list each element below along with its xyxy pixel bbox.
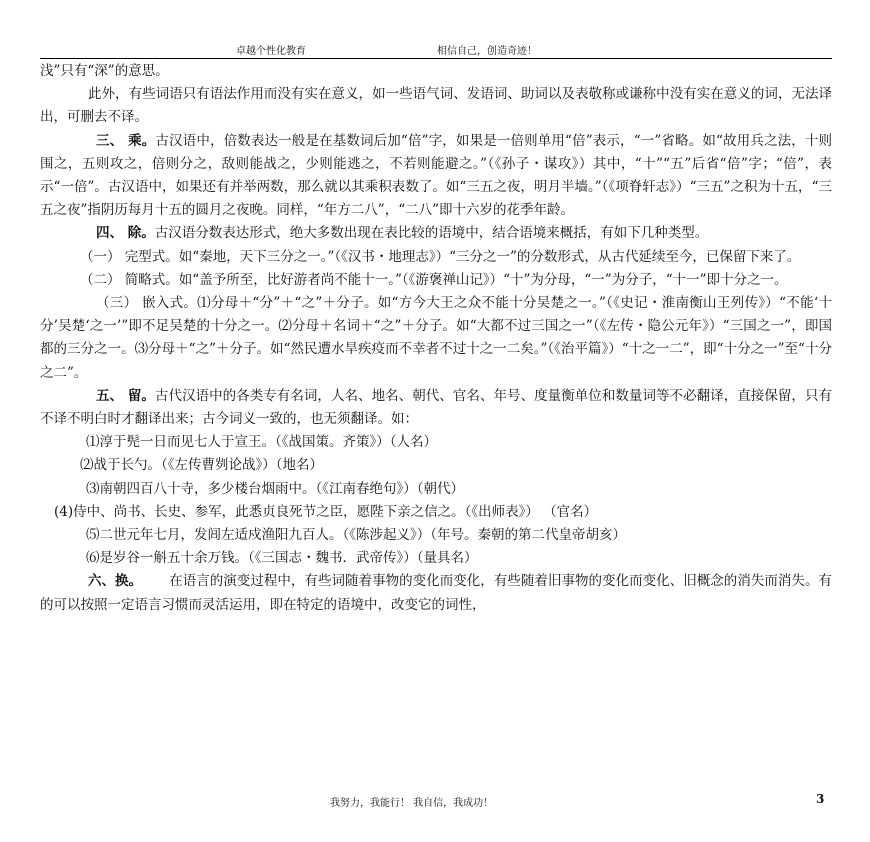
section-text-change: 在语言的演变过程中，有些词随着事物的变化而变化，有些随着旧事物的变化而变化、旧概念的消失而消失。有的可以按照一定语言习惯而灵活运用，即在特定的语境中，改变它的词性， — [40, 573, 833, 613]
section-multiply — [40, 130, 832, 223]
section-heading-divide: 四、 除。 — [96, 225, 155, 242]
paragraph-function-words: 此外，有些词语只有语法作用而没有实在意义，如一些语气词、发语词、助词以及表敬称或谦称中没有实在意义的词，无法译出，可删去不译。 — [40, 86, 832, 126]
example-item: ⑴淳于髡一日而见七人于宣王。（《战国策。齐策》）（人名） — [86, 434, 437, 451]
page-header — [40, 36, 832, 59]
fraction-type-complete: （一） 完型式。如“秦地，天下三分之一。”（《汉书・地理志》）“三分之一”的分数形式，从古代延续至今，已保留下来了。 — [80, 248, 801, 265]
example-item: ⑵战于长勺。（《左传曹刿论战》）（地名） — [80, 457, 323, 474]
example-item: ⑶南朝四百八十寺，多少楼台烟雨中。（《江南春绝句》）（朝代） — [86, 480, 464, 497]
section-text-multiply: 古汉语中，倍数表达一般是在基数词后加“倍”字，如果是一倍则单用“倍”表示，“一”省略。如“故用兵之法，十则围之，五则攻之，倍则分之，敌则能战之，少则能逃之，不若则能避之。”（《孙子・谋攻》）其中，“十”“五”后省“倍”字；“倍”，表示“一倍”。古汉语中，如果还有并举两数，那么就以其乘积表数了。如“三五之夜，明月半墙。”（《项脊轩志》）“三五”之积为十五，“三五之夜”指阴历每月十五的圆月之夜晚。同样，“年方二八”，“二八”即十六岁的花季年龄。 — [40, 132, 833, 219]
footer-slogan: 我努力，我能行！ 我自信，我成功！ — [330, 798, 494, 809]
document-body — [40, 60, 832, 617]
header-right-text: 相信自己，创造奇迹！ — [437, 46, 537, 57]
page-number: 3 — [816, 792, 825, 806]
section-text-divide: 古汉语分数表达形式，绝大多数出现在表比较的语境中，结合语境来概括，有如下几种类型。 — [154, 225, 709, 242]
example-item: (4)侍中、尚书、长史、参军，此悉贞良死节之臣，愿陛下亲之信之。（《出师表》） （官名） — [54, 503, 598, 520]
example-item: ⑹是岁谷一斛五十余万钱。（《三国志・魏书．武帝传》）（量具名） — [86, 550, 478, 567]
section-divide — [40, 222, 832, 245]
section-retain — [40, 385, 832, 431]
section-heading-multiply: 三、 乘。 — [96, 132, 156, 149]
paragraph-continuation: 浅”只有“深”的意思。 — [40, 63, 169, 79]
section-heading-change: 六、换。 — [88, 573, 143, 590]
section-heading-retain: 五、 留。 — [96, 387, 155, 404]
section-text-retain: 古代汉语中的各类专有名词，人名、地名、朝代、官名、年号、度量衡单位和数量词等不必翻译，直接保留，只有不译不明白时才翻译出来；古今词义一致的，也无须翻译。如： — [40, 387, 833, 428]
example-item: ⑸二世元年七月，发闾左适戍渔阳九百人。（《陈涉起义》）（年号。秦朝的第二代皇帝胡亥） — [86, 527, 626, 544]
fraction-type-simplified: （二） 简略式。如“盖予所至，比好游者尚不能十一。”（《游褒禅山记》）“十”为分母，“一”为分子，“十一”即十分之一。 — [80, 271, 788, 288]
header-left-text: 卓越个性化教育 — [236, 46, 306, 57]
section-change — [40, 570, 832, 616]
fraction-type-embedded: （三） 嵌入式。⑴分母＋“分”＋“之”＋分子。如“方今大王之众不能十分吴楚之一。”（《史记・淮南衡山王列传》）“不能‘十分’吴楚‘之一’”即不足吴楚的十分之一。⑵分母＋名词＋“之”＋分子。如“大都不过三国之一”（《左传・隐公元年》）“三国之一”，即国都的三分之一。⑶分母＋“之”＋分子。如“然民遭水旱疾疫而不幸者不过十之一二矣。”（《治平篇》）“十之一二”，即“十分之一”至“十分之二”。 — [40, 295, 832, 381]
